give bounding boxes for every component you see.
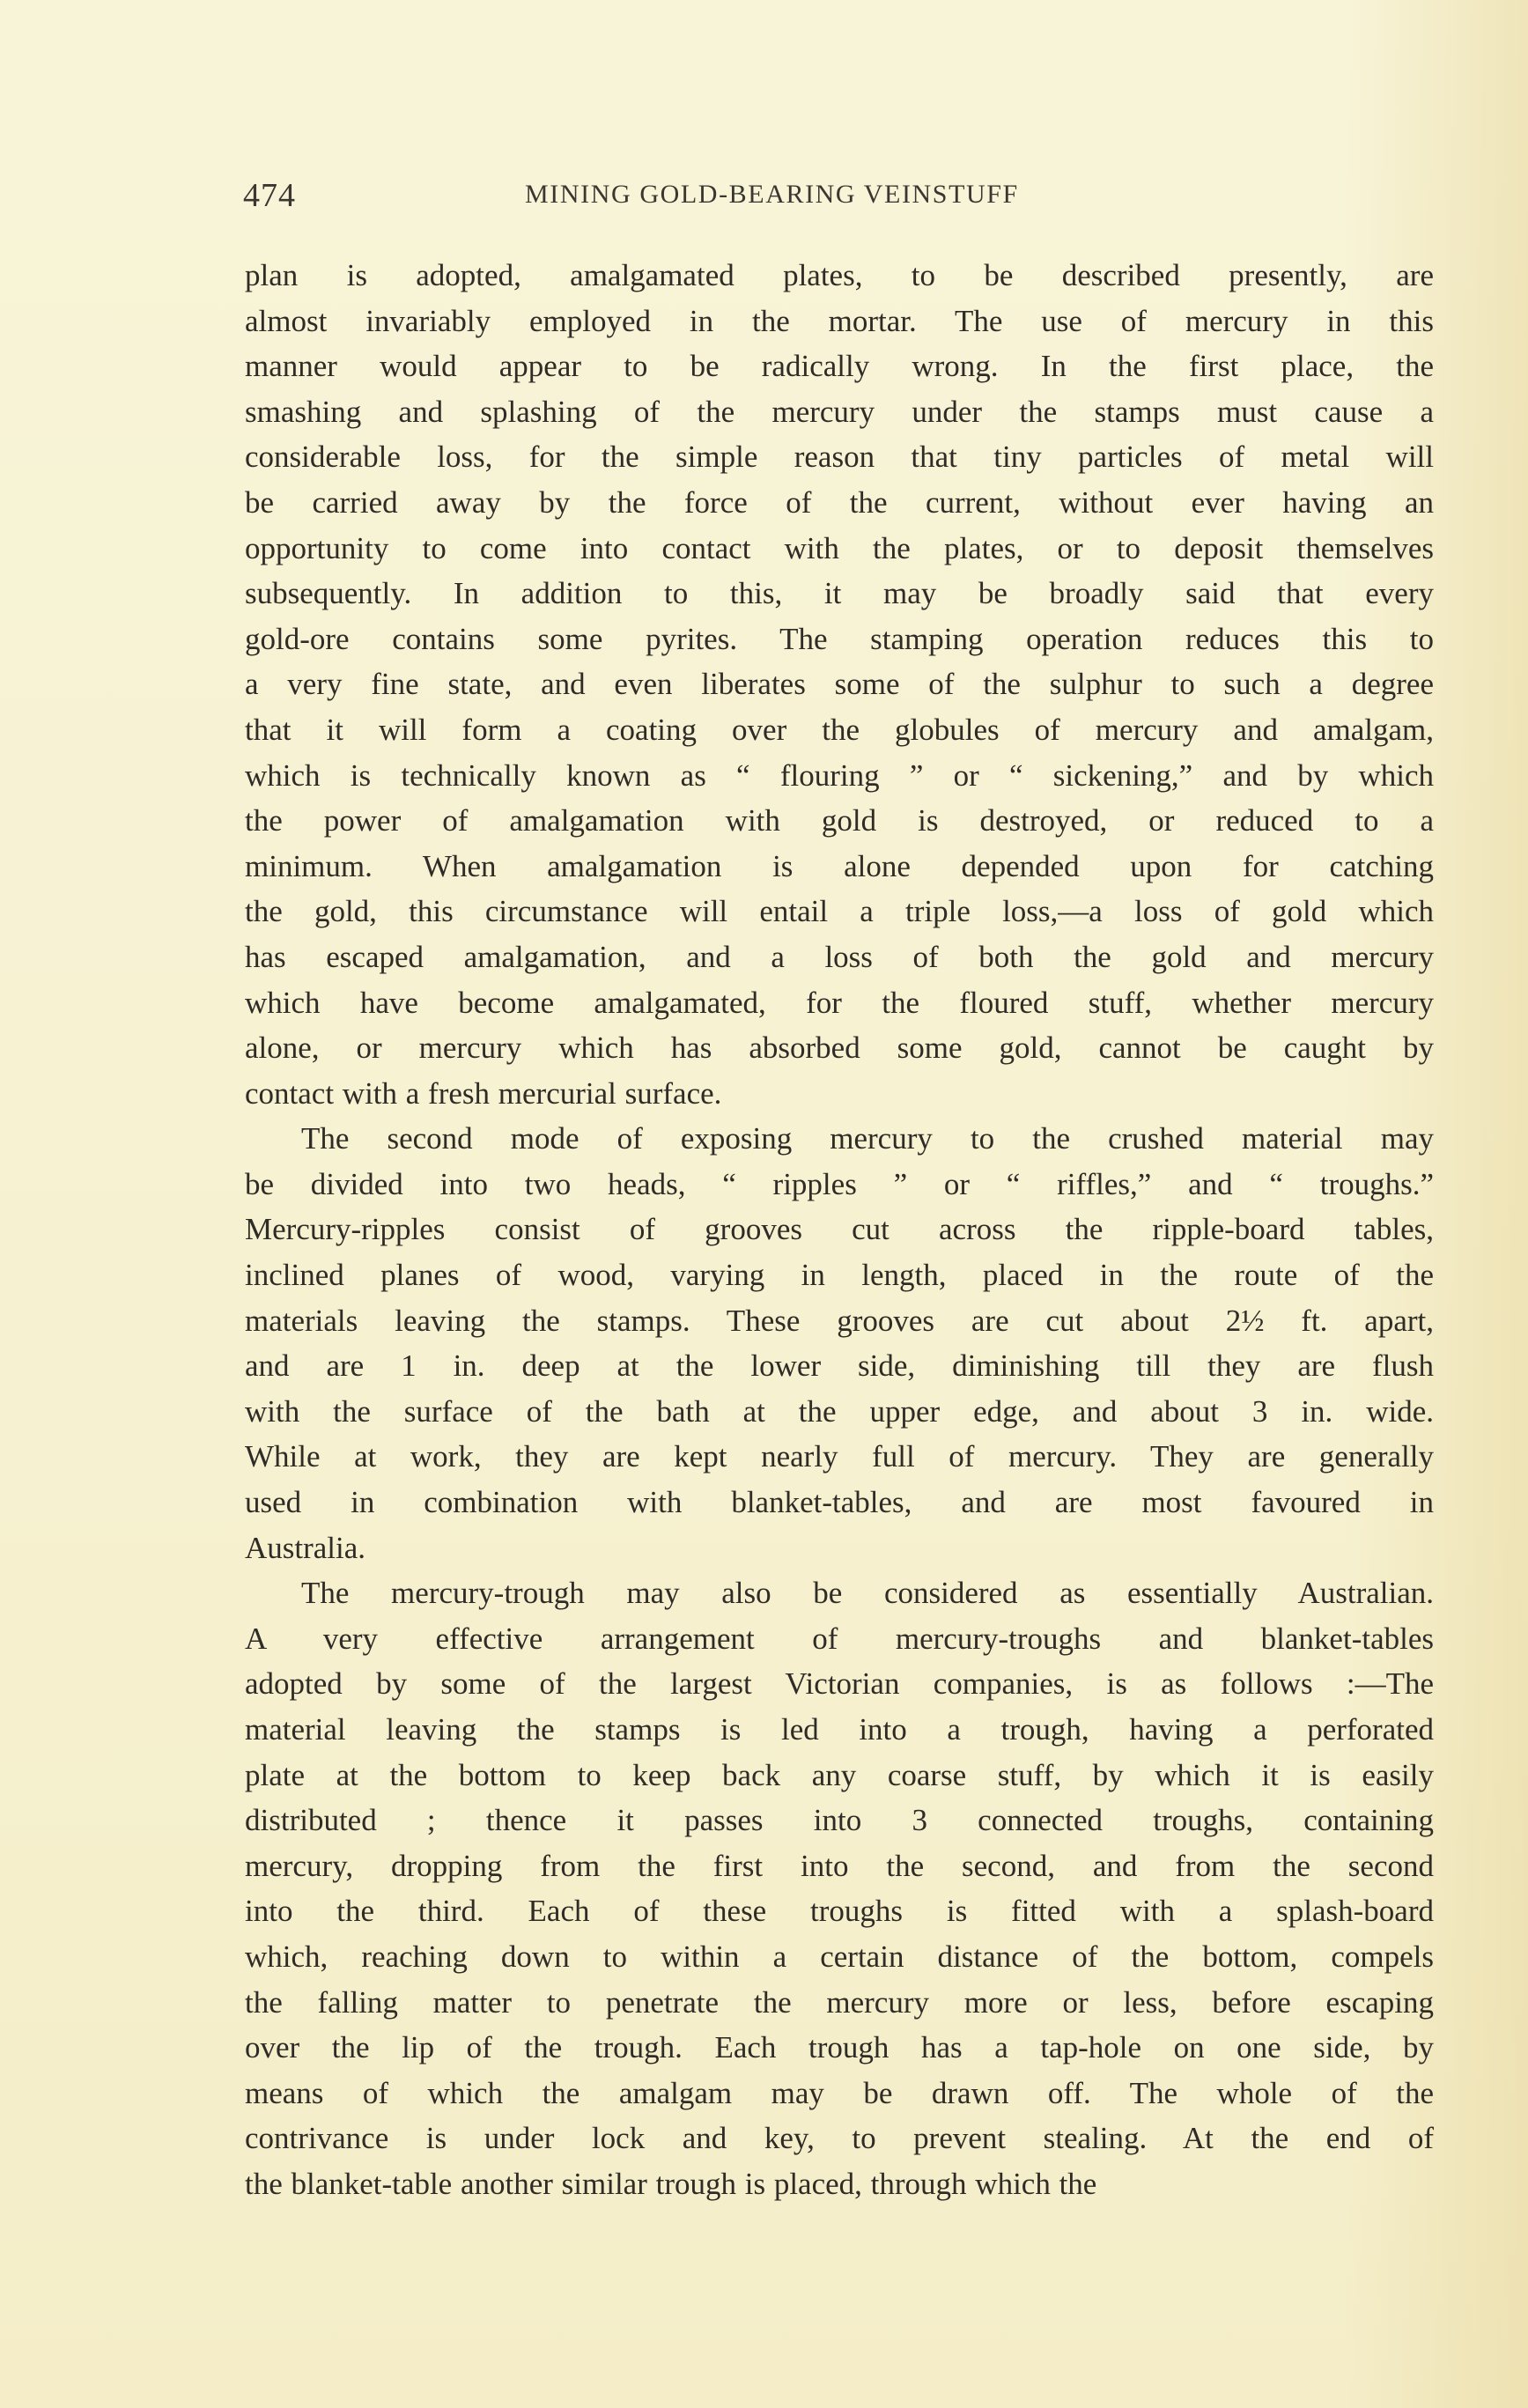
text-line: be carried away by the force of the current, without ever having an bbox=[245, 484, 1434, 520]
text-line: a very fine state, and even liberates some of the sulphur to such a degree bbox=[245, 667, 1434, 702]
text-line: mercury, dropping from the first into the second, and from the second bbox=[245, 1848, 1434, 1883]
text-line: which is technically known as “ flouring ” or “ sickening,” and by which bbox=[245, 757, 1434, 793]
text-line: considerable loss, for the simple reason that tiny particles of metal will bbox=[245, 439, 1434, 475]
text-line: inclined planes of wood, varying in length, placed in the route of the bbox=[245, 1258, 1434, 1293]
text-line: that it will form a coating over the globules of mercury and amalgam, bbox=[245, 712, 1434, 747]
page-number: 474 bbox=[243, 177, 296, 214]
text-line: opportunity to come into contact with the plates, or to deposit themselves bbox=[245, 530, 1434, 565]
text-line: be divided into two heads, “ ripples ” or “ riffles,” and “ troughs.” bbox=[245, 1166, 1434, 1201]
text-line: with the surface of the bath at the upper edge, and about 3 in. wide. bbox=[245, 1393, 1434, 1429]
text-line: and are 1 in. deep at the lower side, diminishing till they are flush bbox=[245, 1348, 1434, 1384]
text-line: has escaped amalgamation, and a loss of both the gold and mercury bbox=[245, 939, 1434, 974]
text-line: which, reaching down to within a certain distance of the bottom, compels bbox=[245, 1939, 1434, 1974]
text-line: A very effective arrangement of mercury-troughs and blanket-tables bbox=[245, 1621, 1434, 1656]
text-line: contact with a fresh mercurial surface. bbox=[245, 1075, 722, 1111]
text-line: smashing and splashing of the mercury under the stamps must cause a bbox=[245, 394, 1434, 429]
text-line: into the third. Each of these troughs is fitted with a splash-board bbox=[245, 1894, 1434, 1929]
paragraph bbox=[245, 1570, 1434, 2206]
text-line: The mercury-trough may also be considered as essentially Australian. bbox=[301, 1576, 1434, 1611]
text-line: The second mode of exposing mercury to the crushed material may bbox=[301, 1121, 1434, 1156]
text-line: used in combination with blanket-tables, and are most favoured in bbox=[245, 1485, 1434, 1520]
text-line: which have become amalgamated, for the floured stuff, whether mercury bbox=[245, 985, 1434, 1020]
text-line: the falling matter to penetrate the mercury more or less, before escaping bbox=[245, 1984, 1434, 2020]
text-line: manner would appear to be radically wrong. In the first place, the bbox=[245, 349, 1434, 384]
text-line: alone, or mercury which has absorbed some gold, cannot be caught by bbox=[245, 1030, 1434, 1066]
text-line: Australia. bbox=[245, 1530, 366, 1565]
text-line: minimum. When amalgamation is alone depended upon for catching bbox=[245, 848, 1434, 883]
text-line: the gold, this circumstance will entail a triple loss,—a loss of gold which bbox=[245, 894, 1434, 929]
text-line: gold-ore contains some pyrites. The stamping operation reduces this to bbox=[245, 621, 1434, 656]
text-line: Mercury-ripples consist of grooves cut across the ripple-board tables, bbox=[245, 1212, 1434, 1247]
text-line: distributed ; thence it passes into 3 connected troughs, containing bbox=[245, 1803, 1434, 1838]
text-line: almost invariably employed in the mortar. The use of mercury in this bbox=[245, 303, 1434, 338]
text-line: adopted by some of the largest Victorian companies, is as follows :—The bbox=[245, 1666, 1434, 1702]
text-line: means of which the amalgam may be drawn off. The whole of the bbox=[245, 2075, 1434, 2110]
text-line: material leaving the stamps is led into a trough, having a perforated bbox=[245, 1712, 1434, 1747]
text-line: subsequently. In addition to this, it may be broadly said that every bbox=[245, 576, 1434, 611]
body-text bbox=[245, 253, 1434, 2207]
text-line: materials leaving the stamps. These grooves are cut about 2½ ft. apart, bbox=[245, 1303, 1434, 1338]
text-line: the blanket-table another similar trough is placed, through which the bbox=[245, 2166, 1097, 2201]
text-line: contrivance is under lock and key, to prevent stealing. At the end of bbox=[245, 2121, 1434, 2156]
text-line: over the lip of the trough. Each trough has a tap-hole on one side, by bbox=[245, 2030, 1434, 2065]
text-line: plan is adopted, amalgamated plates, to be described presently, are bbox=[245, 258, 1434, 292]
text-line: the power of amalgamation with gold is destroyed, or reduced to a bbox=[245, 803, 1434, 838]
paragraph bbox=[245, 253, 1434, 1116]
text-line: plate at the bottom to keep back any coarse stuff, by which it is easily bbox=[245, 1757, 1434, 1792]
paragraph bbox=[245, 1116, 1434, 1570]
text-line: While at work, they are kept nearly full of mercury. They are generally bbox=[245, 1439, 1434, 1474]
running-head bbox=[243, 176, 1436, 220]
running-title: MINING GOLD-BEARING VEINSTUFF bbox=[525, 180, 1019, 209]
